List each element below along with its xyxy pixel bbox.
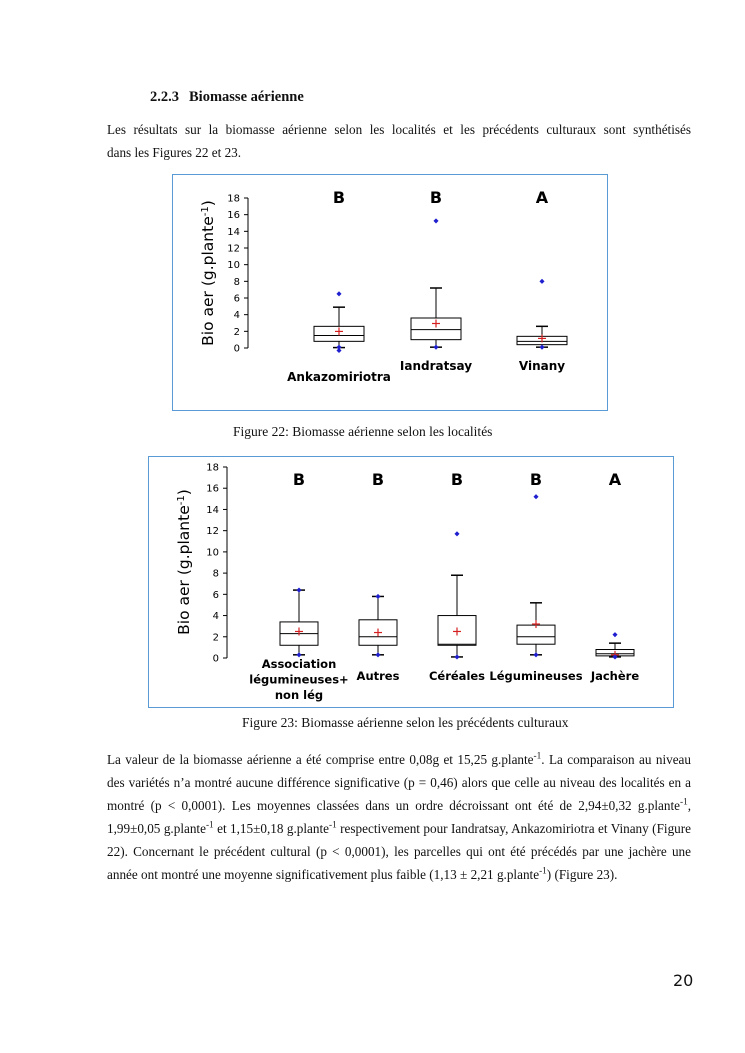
figure-23-caption: Figure 23: Biomasse aérienne selon les précédents culturaux — [242, 715, 569, 730]
figure-22-chart — [173, 175, 607, 410]
y-tick-label: 6 — [212, 589, 219, 601]
outlier-point — [454, 654, 459, 659]
outlier-point — [539, 279, 544, 284]
significance-letter: B — [371, 470, 385, 489]
figure-22-caption: Figure 22: Biomasse aérienne selon les localités — [233, 424, 493, 439]
y-tick-label: 0 — [233, 343, 240, 355]
para-sup-2: -1 — [680, 796, 688, 807]
category-label: Vinany — [518, 359, 566, 373]
category-label: Iandratsay — [399, 359, 473, 373]
para-text-3: , 1,99±0,05 g.plante — [107, 798, 691, 836]
y-tick-label: 8 — [212, 568, 219, 580]
y-tick-label: 4 — [233, 310, 240, 322]
y-tick-label: 2 — [233, 326, 240, 338]
significance-letter: A — [608, 470, 622, 489]
outlier-point — [296, 588, 301, 593]
outlier-point — [375, 594, 380, 599]
significance-letter: B — [450, 470, 464, 489]
significance-letter: B — [529, 470, 543, 489]
y-tick-label: 10 — [206, 547, 219, 559]
y-tick-label: 16 — [206, 483, 219, 495]
section-title: Biomasse aérienne — [189, 89, 304, 105]
y-axis-label: Bio aer (g.plante$^{-1}$) — [175, 489, 193, 635]
y-tick-label: 10 — [227, 260, 240, 272]
y-tick-label: 0 — [212, 653, 219, 665]
intro-paragraph — [107, 118, 691, 164]
outlier-point — [539, 345, 544, 350]
category-label: Association légumineuses+ non lég — [249, 657, 349, 702]
intro-line-1: Les résultats sur la biomasse aérienne selon les localités et les précédents culturaux sont synthétisés — [107, 122, 691, 137]
y-tick-label: 18 — [206, 462, 219, 474]
para-sup-5: -1 — [539, 865, 547, 876]
y-tick-label: 16 — [227, 210, 240, 222]
para-text-5: respectivement pour Iandratsay, Ankazomiriotra et Vinany (Figure 22). Concernant le précédent cultural (p < 0,0001), les parcelles qui ont été précédés par une jachère une année ont montré une moyenne significativement plus faible (1,13 ± 2,21 g.plante — [107, 821, 692, 882]
outlier-point — [533, 494, 538, 499]
para-sup-4: -1 — [329, 819, 337, 830]
para-text-1: La valeur de la biomasse aérienne a été comprise entre 0,08g et 15,25 g.plante — [107, 752, 534, 767]
para-text-6: ) (Figure 23). — [546, 867, 618, 882]
significance-letter: A — [535, 188, 549, 207]
body-paragraph — [107, 748, 691, 886]
y-axis-label: Bio aer (g.plante$^{-1}$) — [199, 200, 217, 346]
figure-23-chart — [149, 457, 673, 707]
y-tick-label: 12 — [227, 243, 240, 255]
outlier-point — [336, 345, 341, 350]
significance-letter: B — [292, 470, 306, 489]
outlier-point — [433, 345, 438, 350]
y-tick-label: 14 — [206, 504, 219, 516]
outlier-point — [336, 291, 341, 296]
para-sup-1: -1 — [533, 750, 542, 761]
para-sup-3: -1 — [205, 819, 214, 830]
page-number: 20 — [673, 971, 694, 990]
y-tick-label: 12 — [206, 526, 219, 538]
figure-22-frame — [172, 174, 608, 411]
intro-line-2: dans les Figures 22 et 23. — [107, 145, 242, 160]
significance-letter: B — [332, 188, 346, 207]
section-number: 2.2.3 — [150, 89, 179, 105]
significance-letter: B — [429, 188, 443, 207]
section-heading — [150, 89, 304, 106]
outlier-point — [612, 632, 617, 637]
y-tick-label: 4 — [212, 611, 219, 623]
category-label: Légumineuses — [489, 669, 583, 683]
y-tick-label: 6 — [233, 293, 240, 305]
category-label: Autres — [356, 669, 400, 683]
category-label: Céréales — [428, 669, 486, 683]
outlier-point — [433, 218, 438, 223]
y-tick-label: 2 — [212, 632, 219, 644]
para-text-2: . La comparaison au niveau des variétés n’a montré aucune différence significative (p = 0,46) alors que celle au niveau des localités en a montré (p < 0,0001). Les moyennes classées dans un ordre décroissant ont été de 2,94±0,32 g.plante — [107, 752, 692, 813]
category-label: Jachère — [590, 669, 640, 683]
y-tick-label: 14 — [227, 226, 240, 238]
outlier-point — [375, 652, 380, 657]
y-tick-label: 18 — [227, 193, 240, 205]
outlier-point — [533, 652, 538, 657]
y-tick-label: 8 — [233, 276, 240, 288]
para-text-4: et 1,15±0,18 g.plante — [213, 821, 329, 836]
category-label: Ankazomiriotra — [287, 370, 391, 384]
figure-23-frame — [148, 456, 674, 708]
outlier-point — [454, 531, 459, 536]
